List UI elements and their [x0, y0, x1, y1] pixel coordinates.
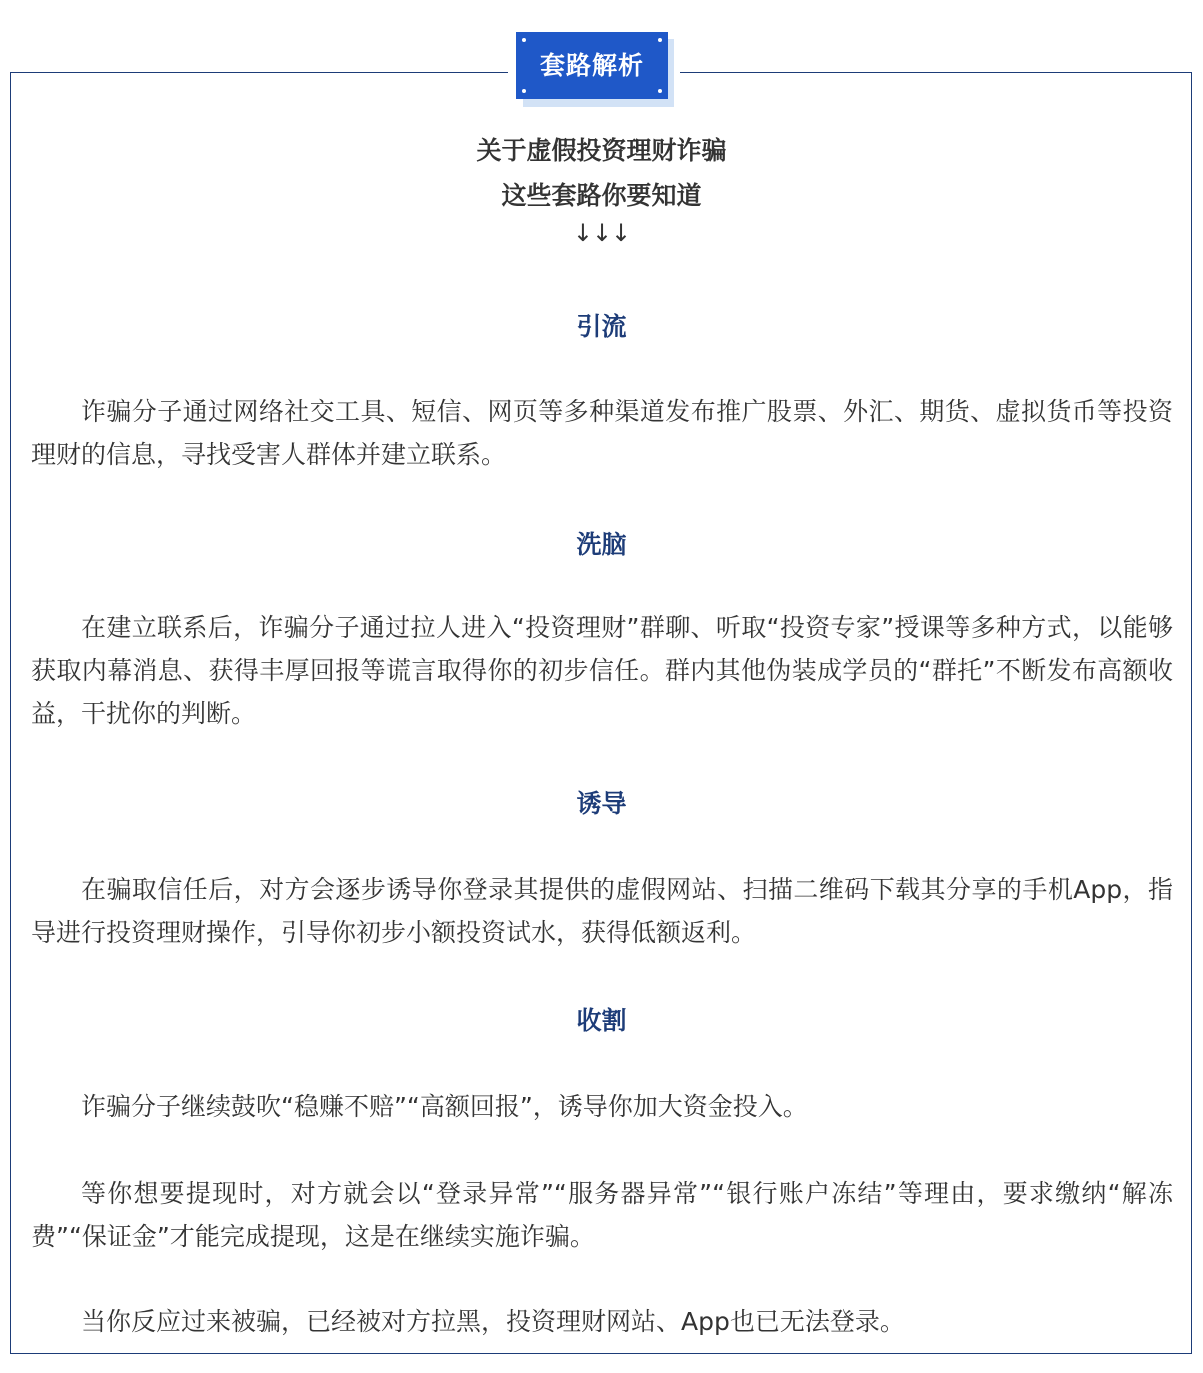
section-xinao-paragraph: 在建立联系后，诈骗分子通过拉人进入“投资理财”群聊、听取“投资专家”授课等多种方式，以能够获取内幕消息、获得丰厚回报等谎言取得你的初步信任。群内其他伪装成学员的“群托”不断发布高额收益，干扰你的判断。	[31, 613, 1173, 728]
badge-dot-icon	[658, 38, 662, 42]
badge-dot-icon	[658, 89, 662, 93]
intro-line-1: 关于虚假投资理财诈骗	[476, 136, 727, 165]
section-badge	[508, 29, 680, 111]
down-arrows-icon: ↓↓↓	[572, 219, 631, 247]
badge-dot-icon	[522, 89, 526, 93]
section-shouge-paragraph-3: 当你反应过来被骗，已经被对方拉黑，投资理财网站、App也已无法登录。	[81, 1307, 905, 1336]
section-title-xinao: 洗脑	[576, 530, 627, 559]
section-yinliu-paragraph: 诈骗分子通过网络社交工具、短信、网页等多种渠道发布推广股票、外汇、期货、虚拟货币等投资理财的信息，寻找受害人群体并建立联系。	[31, 397, 1173, 469]
badge-label	[516, 32, 668, 99]
section-title-yinliu: 引流	[576, 312, 627, 341]
section-shouge-paragraph-1: 诈骗分子继续鼓吹“稳赚不赔”“高额回报”，诱导你加大资金投入。	[81, 1092, 808, 1121]
section-shouge-paragraph-2: 等你想要提现时，对方就会以“登录异常”“服务器异常”“银行账户冻结”等理由，要求缴纳“解冻费”“保证金”才能完成提现，这是在继续实施诈骗。	[31, 1179, 1173, 1251]
intro-line-2: 这些套路你要知道	[501, 181, 702, 210]
section-title-youdao: 诱导	[576, 789, 627, 818]
section-title-shouge: 收割	[576, 1006, 627, 1035]
badge-text: 套路解析	[539, 51, 644, 80]
section-youdao-paragraph: 在骗取信任后，对方会逐步诱导你登录其提供的虚假网站、扫描二维码下载其分享的手机App，指导进行投资理财操作，引导你初步小额投资试水，获得低额返利。	[31, 875, 1173, 947]
badge-dot-icon	[522, 38, 526, 42]
